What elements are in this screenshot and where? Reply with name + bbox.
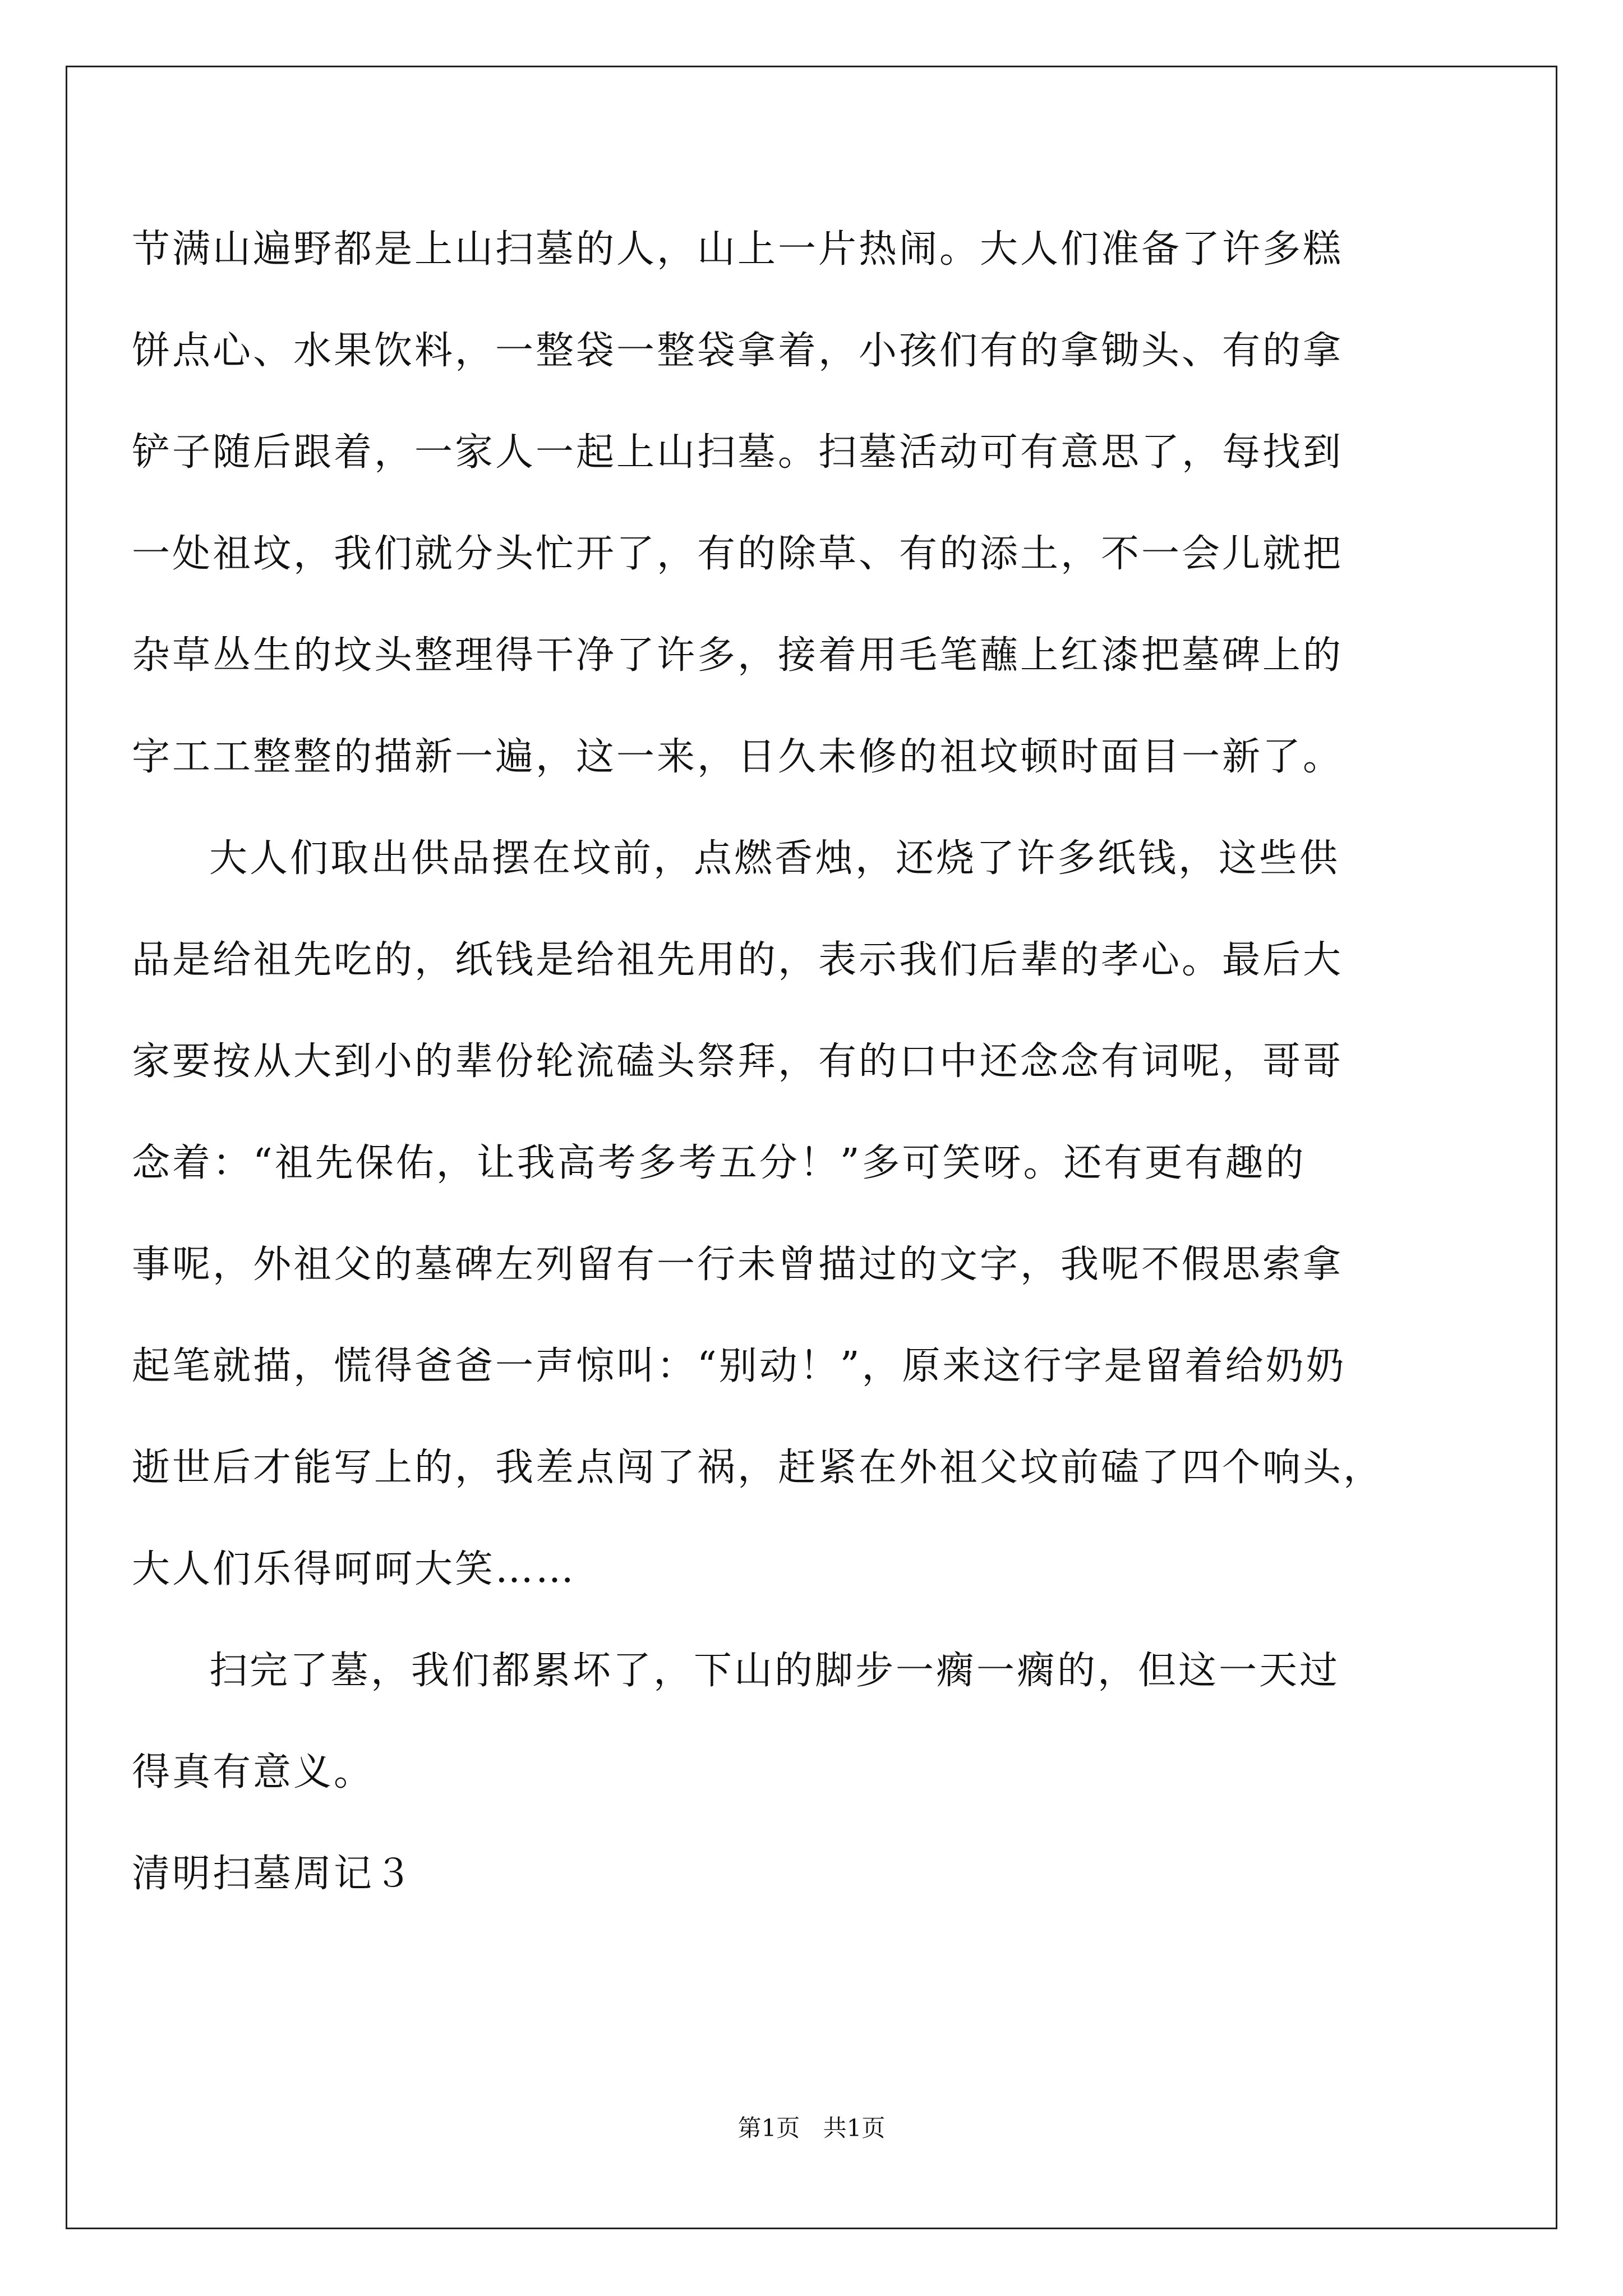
paragraph-start-line: 大人们取出供品摆在坟前，点燃香烛，还烧了许多纸钱，这些供 bbox=[209, 836, 1340, 881]
text-line: 杂草丛生的坟头整理得干净了许多，接着用毛笔蘸上红漆把墓碑上的 bbox=[132, 633, 1344, 678]
text-line: 大人们乐得呵呵大笑…… bbox=[132, 1547, 577, 1591]
text-line: 家要按从大到小的辈份轮流磕头祭拜，有的口中还念念有词呢，哥哥 bbox=[132, 1039, 1344, 1084]
page-number: 第1页 bbox=[737, 2114, 800, 2142]
text-line: 逝世后才能写上的，我差点闯了祸，赶紧在外祖父坟前磕了四个响头， bbox=[132, 1446, 1384, 1490]
page-footer bbox=[0, 2111, 1623, 2145]
text-line: 起笔就描，慌得爸爸一声惊叫：“别动！”，原来这行字是留着给奶奶 bbox=[132, 1344, 1347, 1388]
text-line: 事呢，外祖父的墓碑左列留有一行未曾描过的文字，我呢不假思索拿 bbox=[132, 1243, 1344, 1287]
text-line: 节满山遍野都是上山扫墓的人，山上一片热闹。大人们准备了许多糕 bbox=[132, 227, 1344, 272]
text-line: 念着：“祖先保佑，让我高考多考五分！”多可笑呀。还有更有趣的 bbox=[132, 1141, 1306, 1185]
text-line: 铲子随后跟着，一家人一起上山扫墓。扫墓活动可有意思了，每找到 bbox=[132, 430, 1344, 475]
section-heading: 清明扫墓周记３ bbox=[132, 1852, 415, 1896]
paragraph-start-line: 扫完了墓，我们都累坏了，下山的脚步一瘸一瘸的，但这一天过 bbox=[209, 1649, 1340, 1693]
text-line: 一处祖坟，我们就分头忙开了，有的除草、有的添土，不一会儿就把 bbox=[132, 532, 1344, 576]
text-line: 得真有意义。 bbox=[132, 1750, 375, 1795]
text-line: 品是给祖先吃的，纸钱是给祖先用的，表示我们后辈的孝心。最后大 bbox=[132, 938, 1344, 982]
page-total: 共1页 bbox=[823, 2114, 886, 2142]
text-line: 字工工整整的描新一遍，这一来，日久未修的祖坟顿时面目一新了。 bbox=[132, 735, 1344, 779]
text-line: 饼点心、水果饮料，一整袋一整袋拿着，小孩们有的拿锄头、有的拿 bbox=[132, 329, 1344, 373]
